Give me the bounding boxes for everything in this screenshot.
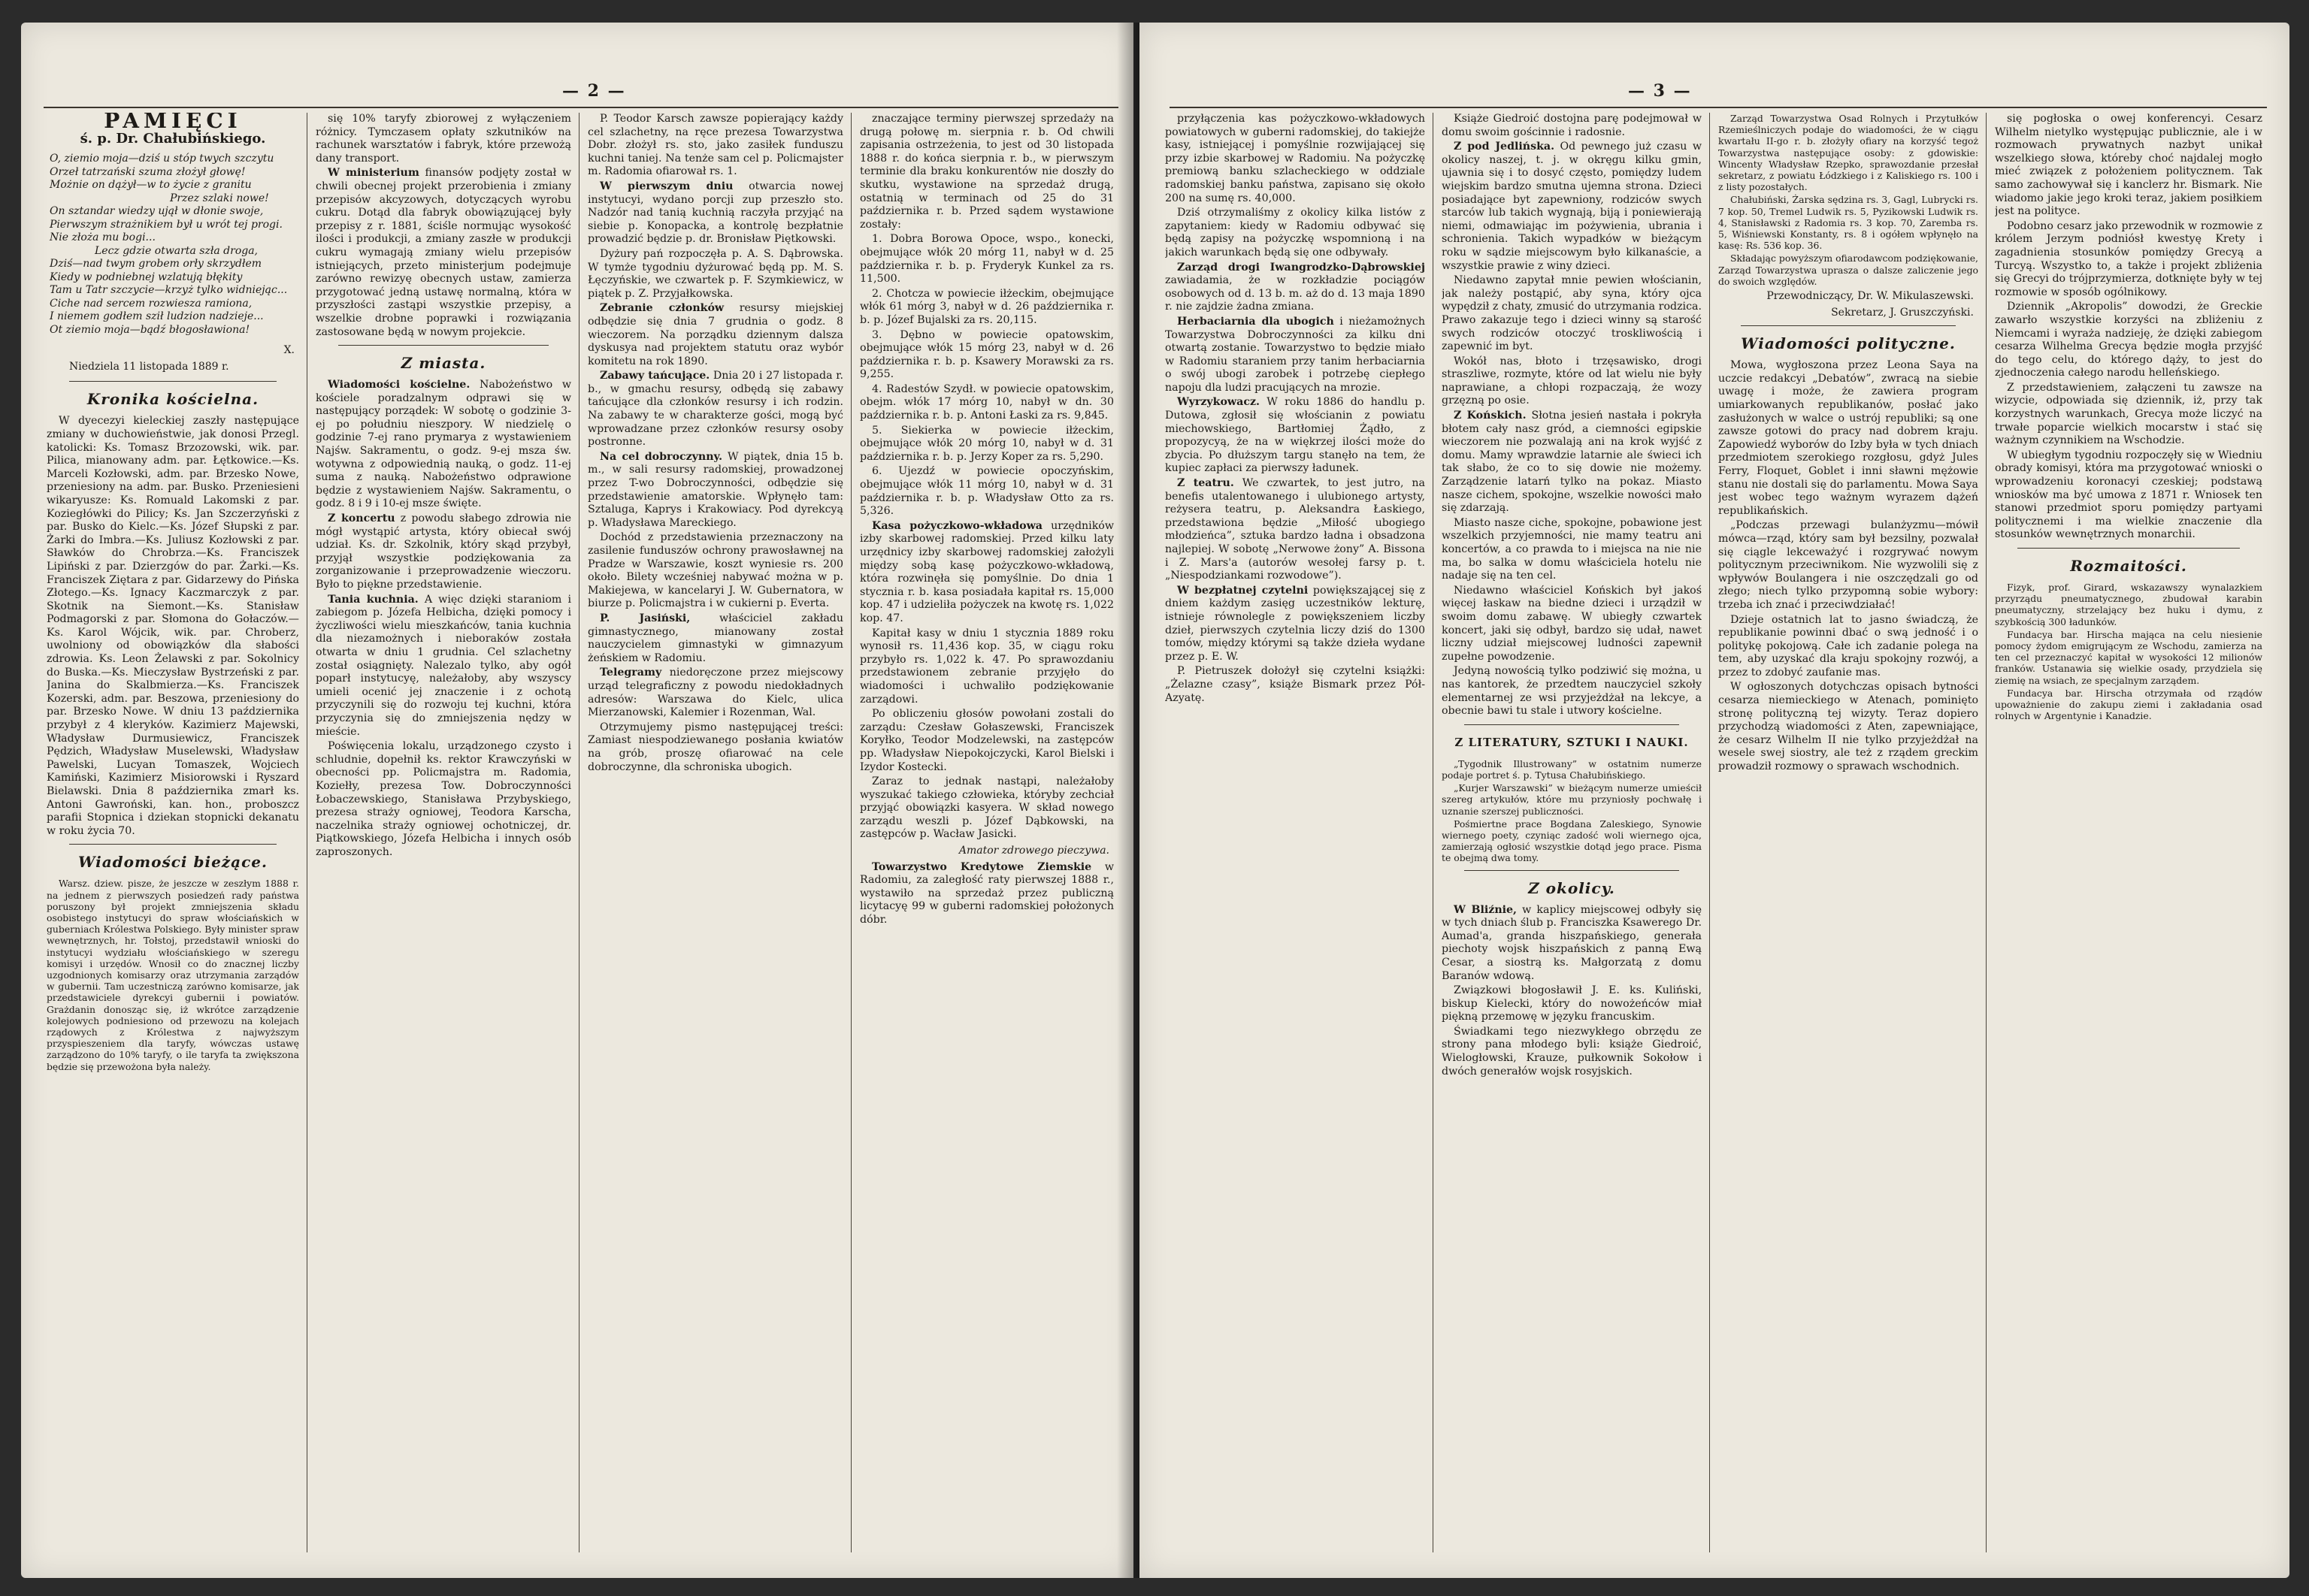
zwiazek-text: Związkowi błogosławił J. E. ks. Kuliński, biskup Kielecki, który do nowożeńców miał piękną przemowę w języku francuskim.	[1442, 984, 1702, 1023]
section-title-rozmaitosci: Rozmaitości.	[2070, 557, 2187, 575]
zarzad-head: Zarząd drogi Iwangrodzko-Dąbrowskiej	[1177, 261, 1425, 274]
wokol-text: Wokół nas, błoto i trzęsawisko, drogi straszliwe, rozmyte, które od lat wielu nie były naprawiane, a chłopi rozpaczają, że wozy grzęzną po osie.	[1442, 355, 1702, 407]
poem-line: Możnie on dążył—w to życie z granitu	[50, 179, 252, 192]
section-title-miasta: Z miasta.	[401, 354, 486, 373]
pomniejsze-text: Pośmiertne prace Bogdana Zaleskiego, Synowie wiernego poety, czyniąc zadość woli wiernego ojca, zamierzają ogłosić wszystkie dotąd jego prace. Pisma te obejmą dwa tomy.	[1442, 818, 1702, 864]
zebranie-text: resursy miejskiej odbędzie się dnia 7 grudnia o godz. 8 wieczorem. Na porządku dziennym dalsza dyskusya nad projektem statutu oraz wybór komitetu na rok 1890.	[588, 302, 843, 367]
dobroczynny-text: W piątek, dnia 15 b. m., w sali resursy radomskiej, prowadzonej przez T-wo Dobroczynności, odbędzie się przedstawienie amatorskie. Wpłynęło tam: Sztaluga, Kaprys i Krakowiacy. Pod dyrekcyą p. Władysława Mareckiego.	[588, 450, 843, 529]
bliznie-paragraph	[1442, 904, 1702, 984]
zaraz-text: Zaraz to jednak nastąpi, należałoby wyszukać takiego człowieka, któryby zechciał przyjąć obowiązki kasyera. W skład nowego zarządu weszli p. Józef Dąbkowski, na zastępców p. Wacław Jasicki.	[860, 775, 1114, 841]
separator	[69, 844, 277, 845]
wielkie-text: otwarcia nowej instytucyi, wydano porcji zup przeszło sto. Nadzór nad tanią kuchnią raczyła przyjąć na siebie p. Konopacka, a kontrolę bezpłatnie prowadzić będzie p. dr. Bronisław Piętkowski.	[588, 180, 843, 246]
telegram-text: niedoręczone przez miejscowy urząd telegraficzny z powodu niedokładnych adresów: Warszawa do Kielc, ulica Mierzanowski, Kalemier i Rozenman, Wal.	[588, 667, 843, 719]
kuchnia-head: Tania kuchnia.	[328, 593, 419, 606]
przedstawieniu-text: Z przedstawieniem, załączeni tu zawsze na wizycie, odpowiada się dziennik, iż, przy tak korzystnych warunkach, Grecya może liczyć na trwałe poparcie wielkich mocarstw i stać się ważnym czynnikiem na Wschodzie.	[1995, 381, 2262, 447]
konski-text: Słotna jesień nastała i pokryła błotem cały nasz gród, a ciemności egipskie wieczorem nie pozwalają ani na krok wyjść z domu. Mamy wprawdzie latarnie ale świeci ich tak słabo, że co to się dowie nie możemy. Zarządzenie latarń tylko na pokaz. Miasto nasze cichem, spokojne, wszelkie nowości mało się zdarzają.	[1442, 410, 1702, 515]
dobroczynny-head: Na cel dobroczynny.	[600, 450, 723, 463]
closing-text: Poświęcenia lokalu, urządzonego czysto i schludnie, dopełnił ks. rektor Krawczyński w obecności pp. Policmajstra m. Radomia, Koziełły, prezesa Tow. Dobroczynności Łobaczewskiego, Stanisława Przybyskiego, prezesa straży ogniowej, Teodora Karscha, naczelnika straży ogniowej ochotniczej, dr. Piątkowskiego, Józefa Helbicha i innych osób zaproszonych.	[316, 740, 571, 858]
teatr-text: We czwartek, to jest jutro, na benefis utalentowanego i ulubionego artysty, reżysera teatru, p. Aleksandra Łaskiego, przedstawiona będzie „Miłość ubogiego młodzieńca”, sztuka bardzo ładna i obsadzona najlepiej. W sobotę „Nerwowe żony” A. Bissona i Z. Mars'a (autorów wesołej farsy p. t. „Niespodziankami rozwodowe”).	[1165, 477, 1425, 582]
poem-line: Orzeł tatrzański szuma złożył głowę!	[50, 165, 246, 178]
kasy-text: przyłączenia kas pożyczkowo-wkładowych powiatowych w guberni radomskiej, do takiejże kasy, istniejącej i pomyślnie rozwijającej się przy izbie skarbowej w Radomiu. Na pożyczkę premiową banku szlacheckiego w oddziale radomskiej banku państwa, zapisano się około 200 na sumę rs. 40,000.	[1165, 113, 1425, 204]
separator	[2017, 548, 2240, 549]
poem-date: Niedziela 11 listopada 1889 r.	[69, 360, 229, 373]
zarzad-text: zawiadamia, że w rozkładzie pociągów osobowych od d. 13 b. m. aż do d. 13 maja 1890 r. nie zajdzie żadna zmiana.	[1165, 274, 1425, 313]
tytul-text: Fundacya bar. Hirscha otrzymała od rządów upoważnienie do zakupu ziemi i zakładania osad rolnych w Argentynie i Kanadzie.	[1995, 687, 2262, 722]
pietruszek-text: P. Pietruszek dołożył się czytelni książki: „Żelazne czasy”, książe Bismark przez Pół-Azyatę.	[1165, 665, 1425, 704]
wyrzykowacz-paragraph	[1165, 396, 1425, 476]
okolic-text: Dziś otrzymaliśmy z okolicy kilka listów z zapytaniem: kiedy w Radomiu odbywać się będą zapisy na pożyczkę wspomnioną i na jakich warunkach będą się one odbywały.	[1165, 207, 1425, 258]
ministerium-text: finansów podjęty został w chwili obecnej projekt przerobienia i zmiany przepisów akcyzowych, dotyczących wyrobu cukru. Dotąd dla fabryk obowiązującej były przepisy z r. 1881, ściśle normując wysokość ilości i produkcji, a zmiany zaszłe w produkcji cukru wymagają zmiany wielu przepisów istniejących, przeto ministerjum podejmuje zarówno rewizyę obecnych ustaw, zamierza przygotować jedną ustawę normalną, która w przyszłości zastąpi wszystkie przepisy, a wszelkie drobne poprawki i rozwiązania zastosowane będą w nowym projekcie.	[316, 167, 571, 338]
swiadkami-text: Świadkami tego niezwykłego obrzędu ze strony pana młodego byli: książe Giedroić, Wielogłowski, Krauze, pułkownik Sokołow i dwóch generałów wojsk rosyjskich.	[1442, 1025, 1702, 1078]
czytelnia-paragraph	[1165, 585, 1425, 664]
poem-line: Tam u Tatr szczycie—krzyż tylko widniejąc...	[50, 284, 288, 297]
page-number: — 3 —	[1628, 81, 1692, 101]
konferencja-text: się pogłoska o owej konferencyi. Cesarz Wilhelm nietylko występując publicznie, ale i w rozmowach prywatnych nazbyt unikał wszelkiego słowa, któreby choć najdalej mogło mieć związek z położeniem politycznem. Tak samo zachowywał się i kanclerz hr. Bismark. Nie wiadomo jakie jego kroki teraz, jakiem posiłkiem jest na polityce.	[1995, 113, 2262, 218]
koncert-head: Z koncertu	[328, 512, 395, 525]
akropolis-text: Dziennik „Akropolis” dowodzi, że Greckie zawarło wszystkie korzyści na zbliżeniu z Niemcami i wyraża nadzieję, że dzięki zabiegom cesarza Wilhelma Grecya będzie mogła przyjść do tego celu, do którego dąży, to jest do zjednoczenia całego narodu helleńskiego.	[1995, 301, 2262, 379]
column-rule	[1709, 113, 1710, 1552]
section-title-literatura: Z LITERATURY, SZTUKI I NAUKI.	[1454, 735, 1689, 749]
col2-intro: się 10% taryfy zbiorowej z wyłączeniem różnicy. Tymczasem opłaty szkutników na rachunek warsztatów i fabryk, które przewożą dany transport.	[316, 113, 571, 165]
jednej-text: Jedyną nowością tylko podziwić się można, u nas kantorek, że przedtem nauczyciel szkoły elementarnej ze wsi przyjeżdżał na lekcye, a obecnie bawi tu stale i utwory kościelne.	[1442, 665, 1702, 718]
chairman-signature: Przewodniczący, Dr. W. Mikulaszewski.	[1766, 290, 1974, 303]
konski-head: Z Końskich.	[1454, 410, 1527, 422]
right-col-3	[1718, 113, 1978, 1552]
kurjer-text: „Kurjer Warszawski” w bieżącym numerze umieścił szereg artykułów, które mu przyniosły pochwałę i uznanie szerszej publiczności.	[1442, 782, 1702, 817]
kasa-paragraph	[860, 520, 1114, 626]
poem-line: Pierwszym strażnikiem był u wrót tej progi.	[50, 218, 283, 231]
herbaciarnia-paragraph	[1165, 316, 1425, 395]
zabawy-paragraph	[588, 370, 843, 449]
jedlinsk-head: Z pod Jedlińska.	[1454, 141, 1555, 153]
kredytowe-paragraph	[860, 861, 1114, 927]
header-rule	[44, 107, 1118, 108]
sale-list-item: 6. Ujezdź w powiecie opoczyńskim, obejmujące włók 11 mórg 10, nabył w d. 31 października r. b. p. Władysław Otto za rs. 5,326.	[860, 465, 1114, 518]
sale-list-item: 5. Siekierka w powiecie iłżeckim, obejmujące włók 20 mórg 10, nabył w d. 31 października r. b. p. Jerzy Koper za rs. 5,290.	[860, 424, 1114, 463]
section-title-okolicy: Z okolicy.	[1528, 878, 1615, 897]
czytelnia-head: W bezpłatnej czytelni	[1177, 584, 1309, 597]
dochod-text: Dochód z przedstawienia przeznaczony na zasilenie funduszów ochrony prawosławnej na Pradze w Warszawie, koszt wyniesie rs. 200 około. Bilety wcześniej nabywać można w p. Makiejewa, w kancelaryi J. W. Gubernatora, w biurze p. Policmajstra i w cukierni p. Everta.	[588, 531, 843, 610]
bliznie-text: w kaplicy miejscowej odbyły się w tych dniach ślub p. Franciszka Ksawerego Dr. Aumad'a, granda hiszpańskiego, generała piechoty wojsk hiszpańskich z panną Ewą Cesar, a siostrą ks. Małgorzatą z domu Baranów wdową.	[1442, 903, 1702, 982]
zmarl-text: Podobno cesarz jako przewodnik w rozmowie z królem Jerzym podniósł kwestyę Krety i zagadnienia stosunków pomiędzy Grecyą a Turcyą. Wszystko to, a także i projekt zbliżenia się Grecyi do trójprzymierza, dotknięte były w tej rozmowie w sposób ogólnikowy.	[1995, 219, 2262, 298]
kuchnia-text: A więc dzięki staraniom i zabiegom p. Józefa Helbicha, dzięki pomocy i życzliwości wielu mieszkańców, tania kuchnia dla niezamożnych i nieboraków została otwarta w dniu 1 grudnia. Cel szlachetny został osiągnięty. Nalezalo tylko, aby ogół poparł instytucyę, należałoby, aby wszyscy umieli ocenić jej znaczenie i z ochotą przyczynili się do rozwoju tej kuchni, która przyczynia się do zmniejszenia nędzy w mieście.	[316, 593, 571, 738]
kredytowe-text: w Radomiu, za zaległość raty pierwszej 1888 r., wystawiło na sprzedaż przez publiczną licytacyę 99 w guberni radomskiej położonych dóbr.	[860, 860, 1114, 926]
poem-line: On sztandar wiedzy ujął w dłonie swoje,	[50, 205, 264, 218]
separator	[1464, 724, 1679, 725]
sprzedaz-text: znaczające terminy pierwszej sprzedaży na drugą połowę m. sierpnia r. b. Od chwili zapisania ostrzeżenia, to jest od 30 listopada 1888 r. do końca sierpnia r. b., w pierwszym terminie dla braku konkurentów nie doszły do skutku, wystawione na sprzedaż drugą, ostatnią w terminach od 25 do 31 października r. b. Przed sądem wystawione zostały:	[860, 113, 1114, 231]
column-rule	[851, 113, 852, 1552]
weselu-text: W ogłoszonych dotychczas opisach bytności cesarza niemieckiego w Atenach, pominięto stronę polityczną tej wizyty. Teraz dopiero przychodzą wiadomości z Aten, zapewniające, że cesarz Wilhelm II nie tylko przyjeżdżał na wesele swej siostry, ale też z rządem greckim prowadził rozmowy o sprawach wschodnich.	[1718, 681, 1978, 773]
separator	[1464, 870, 1679, 871]
ubieglym-text: W ubiegłym tygodniu rozpoczęły się w Wiedniu obrady komisyi, która ma przygotować wnioski o wprowadzeniu koronacyi czeskiej; podstawą wniosków ma być umowa z 1871 r. Wniosek ten stanowi przedmiot sporu pomiędzy partyami politycznemi i ma wielkie znaczenie dla stosunków wewnętrznych monarchii.	[1995, 449, 2262, 541]
sale-list-item: 3. Dębno w powiecie opatowskim, obejmujące włók 15 mórg 23, nabył w d. 26 października r. b. p. Ksawery Morawski za rs. 9,255.	[860, 328, 1114, 381]
poem-line: Nie złoża mu bogi...	[50, 231, 156, 244]
doprawdy-text: Dzieje ostatnich lat to jasno świadczą, że republikanie powinni dbać o swą jedność i o politykę pokojową. Całe ich zadanie polega na tem, aby uzyskać dla kraju spokojny rozwój, a przez to zdobyć zaufanie mas.	[1718, 613, 1978, 679]
podczas-text: „Podczas przewagi bulanżyzmu—mówił mówca—rząd, który sam był bezsilny, pozwalał się ciągle lekceważyć i rozgrywać nowym politycznym przeciwnikom. Nie wyzwolili się z wpływów Boulangera i nie oszczędzali go od złego; niech tylko przypomną sobie wybory: trzeba ich znać i przeciwdziałać!	[1718, 519, 1978, 611]
section-title-kronika: Kronika kościelna.	[86, 390, 259, 409]
poem-line: Ciche nad sercem rozwiesza ramiona,	[50, 297, 253, 310]
jasinski-head: P. Jasiński,	[600, 612, 691, 624]
article-signature: Amator zdrowego pieczywa.	[958, 845, 1109, 857]
ministerium-head: W ministerium	[328, 167, 419, 180]
poem-line: Ot ziemio moja—bądź błogosławiona!	[50, 323, 250, 336]
wyrzykowacz-text: W roku 1886 do handlu p. Dutowa, zgłosił się włościanin z powiatu miechowskiego, Bartłomiej Żądło, z propozycyą, że na w więkrzej ilości może do zbycia. Po dłuższym targu stanęło na tem, że kupiec zapłaci za pierwszy ładunek.	[1165, 396, 1425, 475]
zabawy-head: Zabawy tańcujące.	[600, 370, 710, 382]
otrzymujemy-text: Otrzymujemy pismo następującej treści: Zamiast niespodziewanego posłania kwiatów na grób, proszę ofiarować na cele dobroczynne, dla schroniska ubogich.	[588, 721, 843, 773]
herbaciarnia-text: i nieżamożnych Towarzystwa Dobroczynności za kilku dni otwartą zostanie. Towarzystwo to będzie miało w Radomiu staraniem przy tanim herbaciarnia o swój ubogi zarobek i potrzebę ciepłego napoju dla ludzi pracujących na mrozie.	[1165, 315, 1425, 394]
poem-line: Dziś—nad twym grobem orły skrzydłem	[50, 258, 262, 271]
teatr-head: Z teatru.	[1177, 477, 1234, 490]
czytelnia-text: powiększającej się z dniem każdym zasięg uczestników lekturę, istnieje równolegle z powiększeniem liczby dzieł, pierwszych czytelnia liczy dziś do 1300 tomów, między którymi są także dzieła wydane przez p. E. W.	[1165, 584, 1425, 663]
wiadomosci-text: Warsz. dziew. pisze, że jeszcze w zeszłym 1888 r. na jednem z pierwszych posiedzeń rady państwa poruszony był projekt zmniejszenia składu osobistego instytucyi do spraw włościańskich w guberniach Królestwa Polskiego. Były minister spraw wewnętrznych, hr. Tołstoj, przedstawił wnioski do instytucyi wydziału włościańskiego w szeregu komisyi i urzędów. Wnosił co do znacznej liczby uzgodnionych komisarzy oraz utrzymania zarządów w gubernii. Tam uczestniczą zarówno komisarze, jak przedstawiciele dyrekcyi gubernii i powiatów. Grażdanin donosząc się, iż wkrótce zarządzenie kolejowych podniesiono od przewozu na kolejach rządowych z Królestwa z najwyższym przyspieszeniem dla taryfy, wówczas ustawę zarządzono do 10% taryfy, o ile taryfa ta zwiększona będzie się przewożona była należy.	[47, 878, 299, 1072]
polityczne-text: Mowa, wygłoszona przez Leona Saya na uczcie redakcyi „Debatów”, zwracą na siebie uwagę i może, że zawiera program umiarkowanych republikanów, posłać jako zasłużonych w walce o ustrój republiki; są one zawsze gotowi do pracy nad dobrem kraju. Zapowiedź wyborów do Izby była w tych dniach przedmiotem szerokiego rozgłosu, gdyż Jules Ferry, Floquet, Goblet i inni sławni mężowie stanu nie dostali się do parlamentu. Mowa Saya jest wobec tego ważnym wyrazem dążeń republikańskich.	[1718, 359, 1978, 517]
poem-line: Przez szlaki nowe!	[170, 192, 269, 204]
jedlinsk-paragraph	[1442, 141, 1702, 273]
zabawy-text: Dnia 20 i 27 listopada r. b., w gmachu resursy, odbędą się zabawy tańcujące dla członków resursy i ich rodzin. Na zabawy te w charakterze gości, mogą być wprowadzane przez członków resursy osoby postronne.	[588, 370, 843, 449]
right-col-1	[1165, 113, 1425, 1552]
memorial-subtitle: ś. p. Dr. Chałubińskiego.	[80, 130, 266, 147]
koncert-paragraph	[316, 512, 571, 592]
fizyk-text: Fizyk, prof. Girard, wskazawszy wynalazkiem przyrządu pneumatycznego, zbudował karabin pneumatyczny, strzelający bez huku i dymu, z szybkością 300 ładunków.	[1995, 582, 2262, 627]
podziekowanie-text: Składając powyższym ofiarodawcom podziękowanie, Zarząd Towarzystwa uprasza o dalsze zaliczenie jego do swoich względów.	[1718, 252, 1978, 287]
bliznie-head: W Bliźnie,	[1454, 903, 1517, 916]
jasinski-paragraph	[588, 612, 843, 665]
jedlinsk-text: Od pewnego już czasu w okolicy naszej, t. j. w okręgu kilku gmin, ujawnia się i to dosyć często, pomiędzy ludem wiejskim bardzo smutna ujemna strona. Dzieci posiadające byt zapewniony, rodziców swych starców lub takich wygnają, biją i poniewierają niemi, odmawiając im pożywienia, ubrania i schronienia. Takich wypadków w bieżącym roku w sądzie miejscowym było kilkanaście, a wszystkie prawie z winy dzieci.	[1442, 141, 1702, 272]
left-page	[21, 23, 1133, 1578]
fundacya-text: Fundacya bar. Hirscha mająca na celu niesienie pomocy żydom emigrującym ze Wschodu, zamierza na ten cel przeznaczyć kapitał w wysokości 12 milionów franków. Ustanawia się wielkie osady, przydziela się ziemię na wsiach, ze specjalnym zarządem.	[1995, 628, 2262, 686]
page-number: — 2 —	[562, 81, 626, 101]
wyrzykowacz-head: Wyrzykowacz.	[1177, 396, 1260, 409]
poem-line: O, ziemio moja—dziś u stóp twych szczytu	[50, 153, 274, 165]
secretary-signature: Sekretarz, J. Gruszczyński.	[1831, 306, 1974, 319]
right-col-4	[1995, 113, 2262, 1552]
telegram-paragraph	[588, 667, 843, 719]
osad-text: Zarząd Towarzystwa Osad Rolnych i Przytułków Rzemieślniczych podaje do wiadomości, że w ciągu kwartału II-go r. b. złożyły ofiary na korzyść tegoż Towarzystwa następujące osoby: z gdowiskie: Wincenty Władysław Rzepko, sprawozdanie przesłał sekretarz, z powiatu Łódzkiego i z Kaliskiego rs. 100 i z listy pozostałych.	[1718, 113, 1978, 193]
kasa-head: Kasa pożyczkowo-wkładowa	[872, 519, 1043, 532]
wlasciciel-text: Niedawno właściciel Końskich był jakoś więcej łaskaw na biedne dzieci i urządził w swoim domu zabawę. W ubiegły czwartek koncert, jaki się odbył, bardzo się udał, nawet liczny udział miejscowej ludności zapewnił zupełne powodzenie.	[1442, 584, 1702, 663]
right-page	[1139, 23, 2289, 1578]
nieraz-text: Niedawno zapytał mnie pewien włościanin, jak należy postąpić, aby syna, który ojca wypędził z chaty, zmusić do utrzymania rodzica. Prawo zakazuje tego i dzieci winny są starość swych rodziców otoczyć troskliwością i zapewnić im byt.	[1442, 274, 1702, 353]
poem-signature: X.	[283, 344, 295, 357]
obliczenie-text: Po obliczeniu głosów powołani zostali do zarządu: Czesław Gołaszewski, Franciszek Koryłko, Teodor Modzelewski, na zastępców pp. Władysław Niepokojczycki, Karol Bielski i Izydor Kostecki.	[860, 708, 1114, 773]
miasta-text: Nabożeństwo w kościele poradzalnym odprawi się w następujący porządek: W sobotę o godzinie 3-ej po południu nieszpory. W niedzielę o godzinie 7-ej rano prymarya z wystawieniem Najśw. Sakramentu, o godz. 9-ej msza św. wotywna z odpowiednią nauką, o godz. 11-ej suma z nauką. Nabożeństwo odprawione będzie z wystawieniem Najśw. Sakramentu, o godz. 8 i 9 i 10-ej msze święte.	[316, 379, 571, 510]
wielkie-head: W pierwszym dniu	[600, 180, 734, 192]
jasinski-text: właściciel zakładu gimnastycznego, mianowany został nauczycielem gimnastyki w gimnazyum żeńskiem w Radomiu.	[588, 612, 843, 664]
kronika-text: W dyecezyi kieleckiej zaszły następujące zmiany w duchowieństwie, jak donosi Przegl. katolicki: Ks. Tomasz Brzozowski, wik. par. Pilica, mianowany adm. par. Łętkowice.—Ks. Marceli Kozłowski, adm. par. Brzesko Nowe, przeniesiony na adm. par. Busko. Przeniesieni wikaryusze: Ks. Romuald Lakomski z par. Koziegłówki do Pilicy; Ks. Jan Szczerzyński z par. Busko do Kielc.—Ks. Józef Słupski z par. Żarki do Imbra.—Ks. Juliusz Kozłowski z par. Sławków do Chrobrza.—Ks. Franciszek Lipiński z par. Dzierzgów do par. Żarki.—Ks. Franciszek Ziętara z par. Gidarzewy do Pińska Złotego.—Ks. Ignacy Kaczmarczyk z par. Skotnik na Siemont.—Ks. Stanisław Podmagorski z par. Słomona do Gołaczów.—Ks. Karol Wójcik, wik. par. Chroberz, uwolniony od obowiązków dla słabości zdrowia. Ks. Leon Żelawski z par. Sokolnicy do Buska.—Ks. Mieczysław Bystrzeński z par. Janina do Skalbmierza.—Ks. Franciszek Kozerski, adm. par. Beszowa, przeniesiony do par. Brzesko Nowe. W dniu 13 października przybył z 4 kleryków. Kazimierz Majewski, Władysław Durmusiewicz, Franciszek Pędzich, Władysław Muselewski, Władysław Pawelski, Lucyan Tomaszek, Wojciech Kamiński, Kazimierz Misiorowski i Ryszard Bielawski. Dnia 8 października zmarł ks. Antoni Gawroński, kan. hon., proboszcz parafii Stopnica i dziekan stopnicki dekanatu w roku życia 70.	[47, 415, 299, 837]
left-col-3	[588, 113, 843, 1552]
section-title-polityczne: Wiadomości polityczne.	[1741, 334, 1956, 353]
ministerium-paragraph	[316, 167, 571, 339]
poem-line: I niemem godłem sził ludzion nadzieje...	[50, 310, 264, 323]
left-col-1	[47, 113, 299, 1552]
telegram-head: Telegramy	[600, 667, 662, 679]
zarzad-paragraph	[1165, 261, 1425, 314]
miasta-paragraph	[316, 379, 571, 511]
zebranie-head: Zebranie członków	[600, 302, 725, 315]
sale-list-item: 2. Chotcza w powiecie iłżeckim, obejmujące włók 61 mórg 3, nabył w d. 26 października r. b. p. Józef Bujalski za rs. 20,115.	[860, 287, 1114, 326]
karsch-text: P. Teodor Karsch zawsze popierający każdy cel szlachetny, na ręce prezesa Towarzystwa Dobr. złożył rs. sto, jako zasiłek funduszu kuchni taniej. Na tenże sam cel p. Policmajster m. Radomia ofiarował rs. 1.	[588, 113, 843, 178]
kasa-text: urzędników izby skarbowej radomskiej. Przed kilku laty urzędnicy izby skarbowej radomskiej założyli między sobą kasę pożyczkowo-wkładową, która rozwinęła się pomyślnie. Do dnia 1 stycznia r. b. kasa posiadała kapitał rs. 15,000 kop. 47 i udzieliła pożyczek na kwotę rs. 1,022 kop. 47.	[860, 519, 1114, 624]
poem-line: Kiedy w podniebnej wzlatują błękity	[50, 271, 243, 283]
section-title-wiadomosci: Wiadomości bieżące.	[78, 853, 268, 872]
separator	[338, 345, 549, 346]
left-col-4	[860, 113, 1114, 1552]
miasta-head: Wiadomości kościelne.	[328, 379, 471, 391]
separator	[1741, 325, 1956, 326]
separator	[69, 381, 277, 382]
memorial-title: PAMIĘCI	[104, 113, 242, 133]
right-col-2	[1442, 113, 1702, 1552]
memorial-masthead	[47, 114, 299, 145]
zebranie-paragraph	[588, 302, 843, 368]
column-rule	[579, 113, 580, 1552]
dyzury-text: Dyżury pań rozpoczęła p. A. S. Dąbrowska. W tymże tygodniu dyżurować będą pp. M. S. Łęczyńskie, we czwartek p. F. Szymkiewicz, w piątek p. Z. Przyjałkowska.	[588, 247, 843, 300]
giedroic-text: Książe Giedroić dostojna parę podejmował w domu swoim gościnnie i radosnie.	[1442, 113, 1702, 138]
header-rule	[1170, 107, 2267, 108]
poem-line: Lecz gdzie otwarta szła droga,	[95, 244, 258, 257]
wielkie-paragraph	[588, 180, 843, 246]
sale-list-item: 1. Dobra Borowa Opoce, wspo., konecki, obejmujące włók 20 mórg 11, nabył w d. 25 października r. b. p. Fryderyk Kunkel za rs. 11,500.	[860, 233, 1114, 286]
dobroczynny-paragraph	[588, 451, 843, 530]
ofiary-list-text: Chałubiński, Żarska sędzina rs. 3, Gagl, Lubrycki rs. 7 kop. 50, Tremel Ludwik rs. 5, Pyzikowski Ludwik rs. 4, Stanisławski z Radomia rs. 3 kop. 70, Zaremba rs. 5, Wiśniewski Konstanty, rs. 8 i ogółem wpłynęło na kasę: Rs. 536 kop. 36.	[1718, 194, 1978, 252]
kapital-text: Kapitał kasy w dniu 1 stycznia 1889 roku wynosił rs. 11,436 kop. 35, w ciągu roku przybyło rs. 1,022 k. 47. Po sprawozdaniu przedstawionem zebranie przyjęło do wiadomości i uchwaliło podziękowanie zarządowi.	[860, 627, 1114, 706]
left-col-2	[316, 113, 571, 1552]
tygodnik-text: „Tygodnik Illustrowany” w ostatnim numerze podaje portret ś. p. Tytusa Chałubińskiego.	[1442, 757, 1702, 781]
konski-paragraph	[1442, 410, 1702, 515]
sale-list-item: 4. Radestów Szydł. w powiecie opatowskim, obejm. włók 17 mórg 10, nabył w dn. 30 października r. b. p. Antoni Łaski za rs. 9,845.	[860, 382, 1114, 422]
column-rule	[1986, 113, 1987, 1552]
kredytowe-head: Towarzystwo Kredytowe Ziemskie	[872, 860, 1092, 873]
teatr-paragraph	[1165, 477, 1425, 583]
spokojnie-text: Miasto nasze ciche, spokojne, pobawione jest wszelkich przyjemności, nie mamy teatru ani koncertów, a co prawda to i miejsca na nie nie ma, bo salka w domu właściciela hotelu nie nadaje się na ten cel.	[1442, 516, 1702, 582]
herbaciarnia-head: Herbaciarnia dla ubogich	[1177, 315, 1334, 328]
kuchnia-paragraph	[316, 594, 571, 739]
koncert-text: z powodu słabego zdrowia nie mógł wystąpić artysta, który obiecał swój udział. Ks. dr. Szkolnik, który skąd przybył, przyjął wszystkie podziękowania za zorganizowanie i przeprowadzenie wieczoru. Było to piękne przedstawienie.	[316, 512, 571, 591]
memorial-poem	[50, 153, 296, 337]
